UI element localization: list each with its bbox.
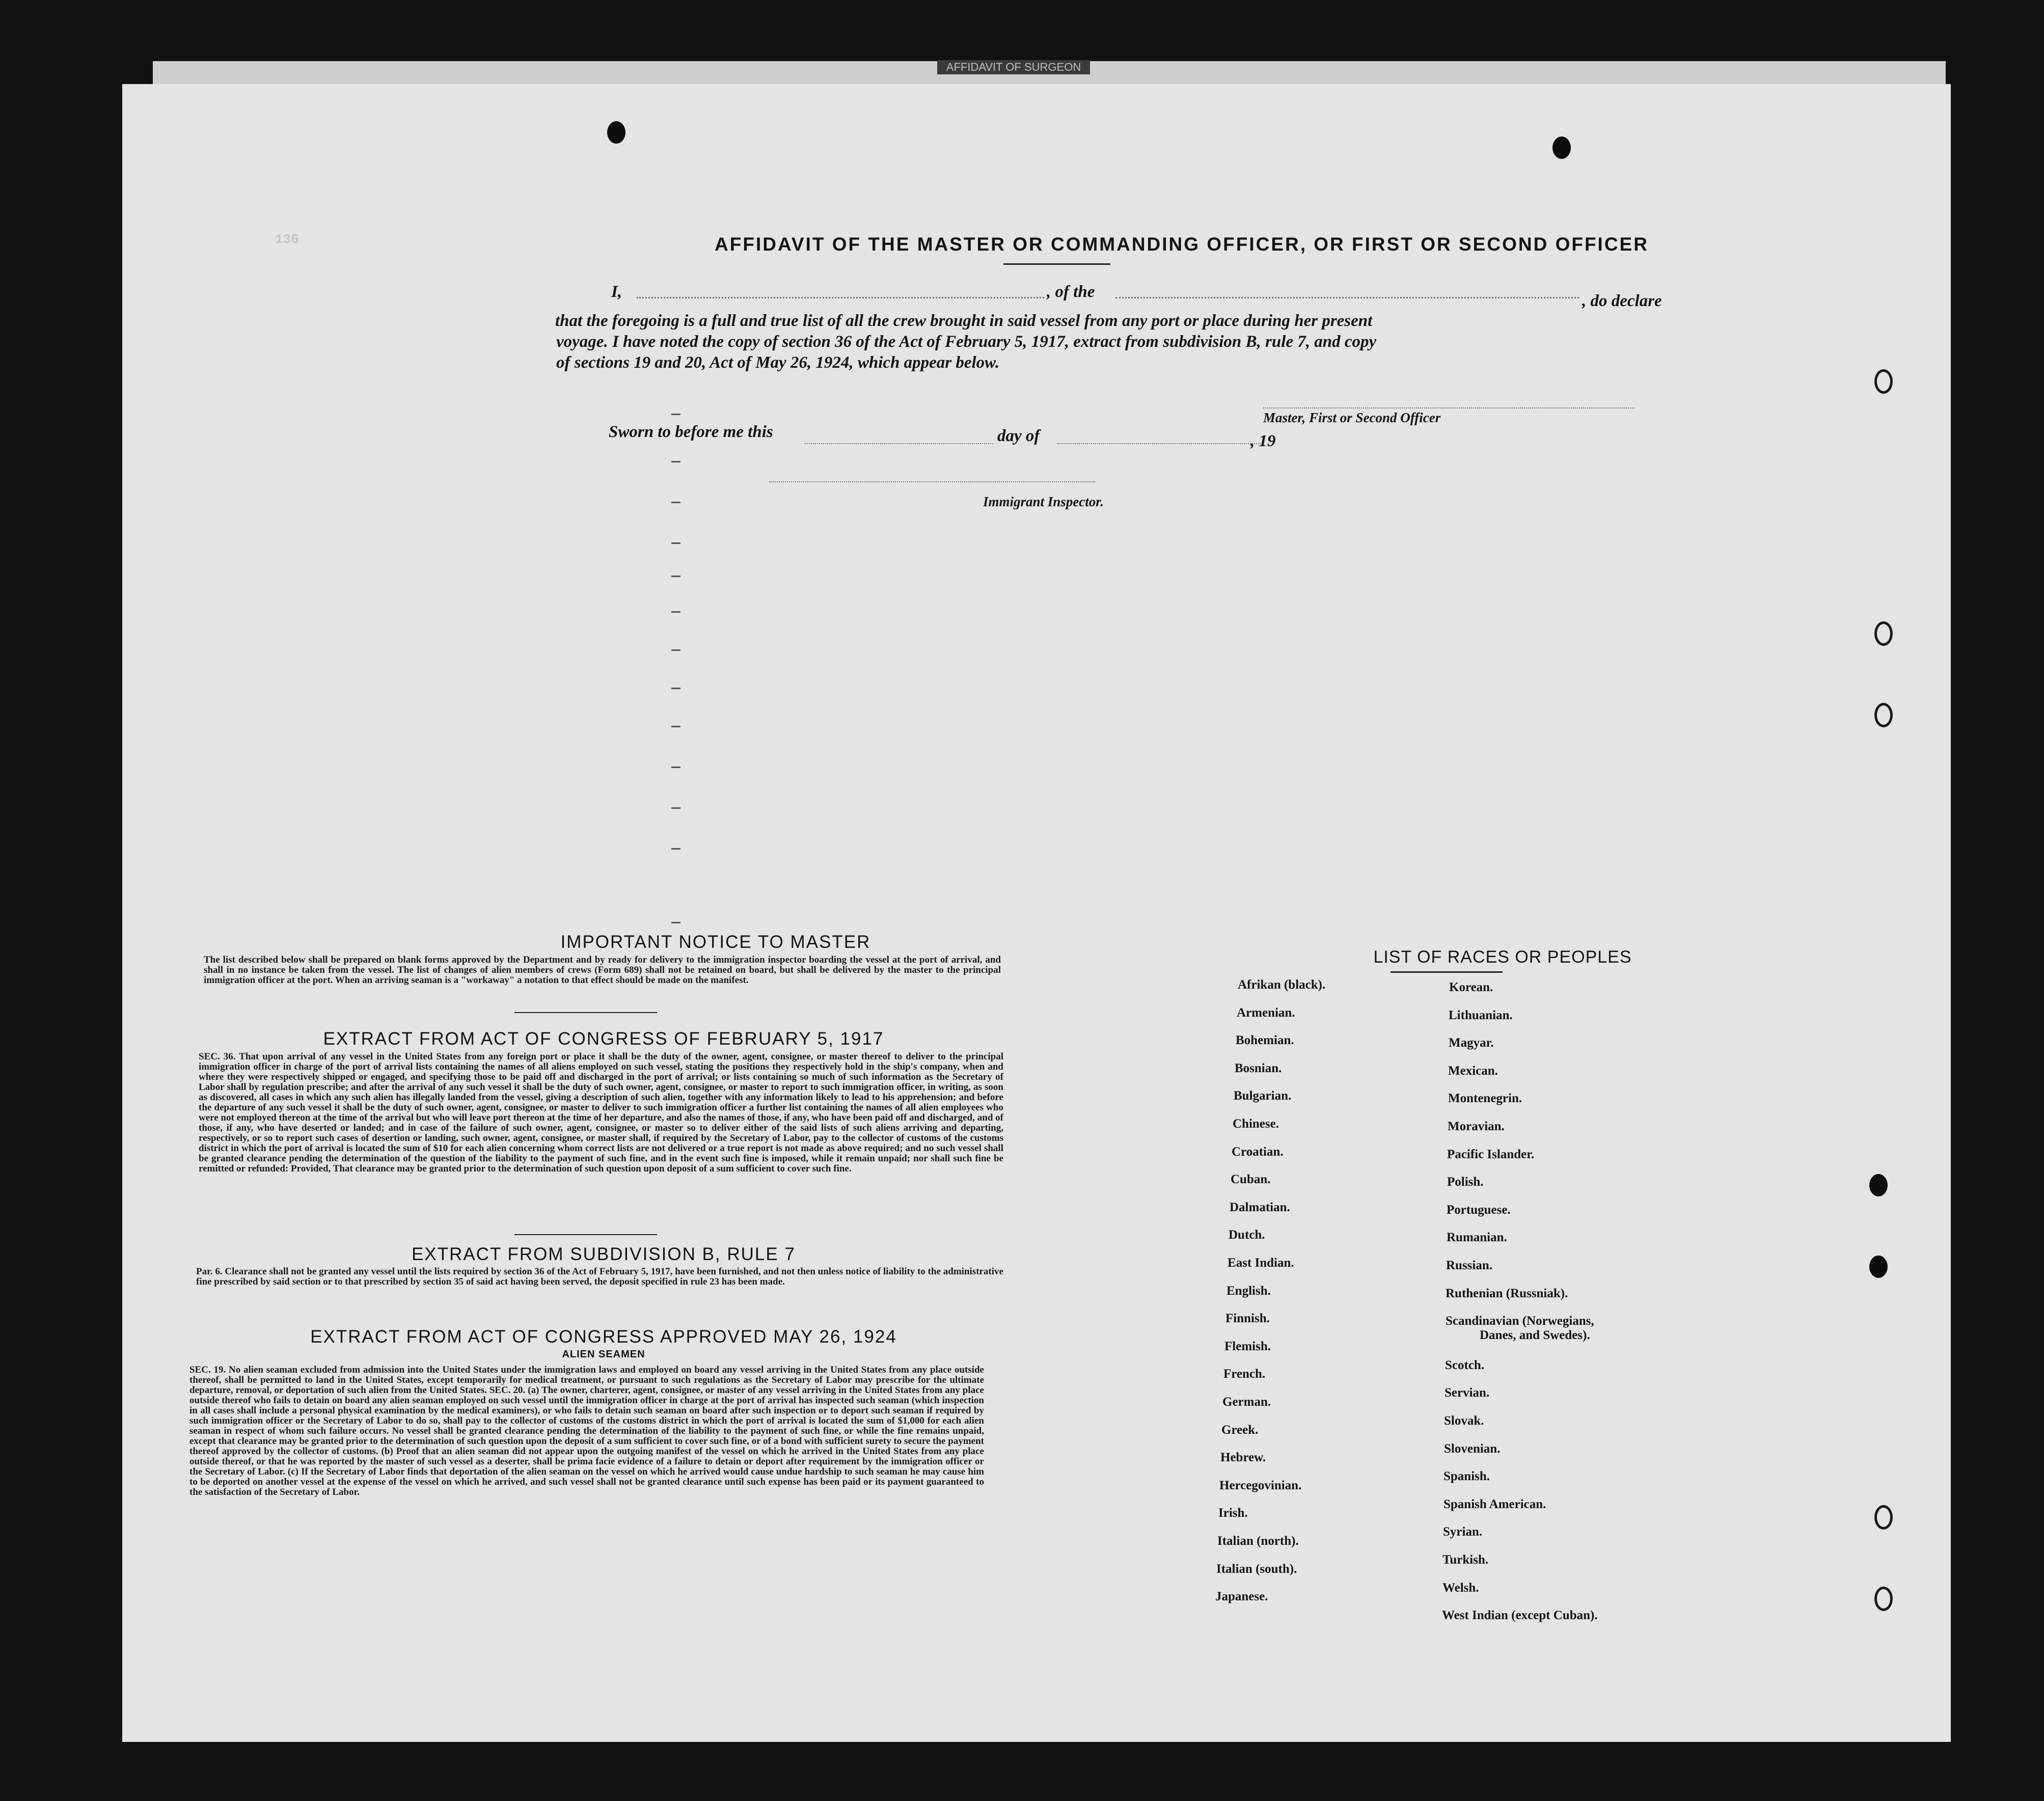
ring-hole-icon (1874, 1505, 1893, 1530)
column-dash (671, 726, 680, 727)
race-item: Servian. (1445, 1386, 1490, 1400)
column-dash (671, 461, 680, 462)
race-item: Syrian. (1443, 1525, 1483, 1539)
column-dash (671, 502, 680, 503)
race-item: Italian (south). (1216, 1562, 1297, 1576)
month-blank (1057, 443, 1261, 444)
race-item: French. (1223, 1367, 1266, 1381)
name-blank (637, 297, 1044, 298)
column-dash (671, 414, 680, 415)
extract-1917-text: SEC. 36. That upon arrival of any vessel in the United States from any foreign port or place it shall be the duty of the owner, agent, consignee, or master thereof to deliver to the principal immigration officer in charge of the port of arrival lists containing the names of all aliens employed on such vessel, stating the positions they respectively hold in the ship's company, when and where they were respectively shipped or engaged, and specifying those to be paid off and discharged in the port of arrival; or lists containing so much of such information as the Secretary of Labor shall by regulation prescribe; and after the arrival of any such vessel it shall be the duty of such owner, agent, consignee, or master to report to such immigration officer, in writing, as soon as discovered, all cases in which any such alien has illegally landed from the vessel, giving a description of such alien, together with any information likely to lead to his apprehension; and before the departure of any such vessel it shall be the duty of such owner, agent, consignee, or master to deliver to such immigration officer a further list containing the names of all alien employees who were not employed thereon at the time of the arrival but who will leave port thereon at the time of her departure, and also the names of those, if any, who have been paid off and discharged, and of those, if any, who have deserted or landed; and in case of the failure of such owner, agent, consignee, or master so to deliver either of the said lists of such aliens arriving and departing, respectively, or so to report such cases of desertion or landing, such owner, agent, consignee, or master shall, if required by the Secretary of Labor, pay to the collector of customs of the customs district in which the port of arrival is located the sum of $10 for each alien concerning whom correct lists are not delivered or a true report is not made as above required; and no such vessel shall be granted clearance pending the determination of the question of the liability to the payment of such fine, and in the event such fine is imposed, while it remain unpaid; nor shall such fine be remitted or refunded: Provided, That clearance may be granted prior to the determination of such question upon deposit of a sum sufficient to cover such fine. (199, 1051, 1003, 1174)
race-item: Bulgarian. (1234, 1089, 1292, 1103)
race-item: Hercegovinian. (1219, 1478, 1302, 1492)
race-item: Hebrew. (1220, 1451, 1266, 1465)
punch-hole-icon (1869, 1174, 1888, 1196)
affidavit-line-2: voyage. I have noted the copy of section 36 of the Act of February 5, 1917, extract from subdivision B, rule 7, and copy (556, 333, 1377, 351)
document-page (122, 84, 1951, 1742)
column-dash (671, 807, 680, 809)
punch-hole-icon (1552, 137, 1571, 159)
race-item: Dalmatian. (1230, 1200, 1290, 1214)
race-item: Dutch. (1229, 1228, 1265, 1242)
vessel-blank (1115, 297, 1579, 298)
column-dash (671, 922, 680, 923)
rule-7-heading: EXTRACT FROM SUBDIVISION B, RULE 7 (412, 1244, 796, 1264)
race-item: Portuguese. (1447, 1203, 1511, 1217)
notice-heading: IMPORTANT NOTICE TO MASTER (560, 932, 871, 952)
top-stub-label: AFFIDAVIT OF SURGEON (937, 60, 1090, 74)
race-item: Mexican. (1448, 1063, 1498, 1078)
column-dash (671, 649, 680, 651)
section-rule (514, 1012, 657, 1013)
race-item: Montenegrin. (1448, 1091, 1522, 1106)
alien-seamen-subheading: ALIEN SEAMEN (562, 1349, 645, 1360)
extract-1924-heading: EXTRACT FROM ACT OF CONGRESS APPROVED MAY 26, 1924 (310, 1327, 897, 1347)
race-item: Croatian. (1232, 1144, 1284, 1159)
column-dash (671, 611, 680, 613)
day-of-label: day of (997, 427, 1040, 445)
races-heading: LIST OF RACES OR PEOPLES (1373, 947, 1632, 967)
affidavit-title: AFFIDAVIT OF THE MASTER OR COMMANDING OFFICER, OR FIRST OR SECOND OFFICER (715, 234, 1649, 255)
affidavit-line-3: of sections 19 and 20, Act of May 26, 1924, which appear below. (556, 353, 1000, 372)
race-item: Finnish. (1225, 1312, 1270, 1326)
race-item: Bohemian. (1236, 1033, 1294, 1048)
race-item: Scotch. (1445, 1358, 1485, 1372)
race-item: Lithuanian. (1449, 1008, 1513, 1022)
punch-hole-icon (607, 121, 625, 144)
race-item: Cuban. (1231, 1172, 1271, 1187)
inspector-blank (769, 481, 1095, 482)
race-item: Italian (north). (1217, 1534, 1299, 1548)
affidavit-of-the: , of the (1047, 283, 1095, 301)
race-item: Afrikan (black). (1238, 978, 1326, 992)
sworn-label: Sworn to before me this (609, 423, 773, 441)
race-item: Irish. (1218, 1506, 1248, 1520)
race-item: Welsh. (1442, 1580, 1479, 1595)
section-rule (514, 1234, 657, 1235)
race-item: English. (1227, 1284, 1271, 1298)
affidavit-do-declare: , do declare (1582, 292, 1662, 310)
race-item: German. (1222, 1395, 1271, 1409)
race-item: Moravian. (1448, 1120, 1505, 1133)
race-item: Spanish. (1443, 1469, 1490, 1484)
race-item: Armenian. (1237, 1005, 1295, 1020)
race-item: Slovak. (1444, 1414, 1484, 1428)
race-item: Scandinavian (Norwegians, (1446, 1314, 1594, 1328)
race-item: Polish. (1447, 1175, 1484, 1189)
title-rule (1003, 263, 1110, 265)
ring-hole-icon (1874, 369, 1893, 394)
race-item: Slovenian. (1444, 1441, 1501, 1456)
inspector-label: Immigrant Inspector. (983, 494, 1104, 509)
column-dash (671, 688, 680, 689)
race-item: Korean. (1449, 980, 1493, 994)
extract-1917-heading: EXTRACT FROM ACT OF CONGRESS OF FEBRUARY 5, 1917 (323, 1029, 884, 1049)
race-item: Turkish. (1442, 1553, 1489, 1567)
ring-hole-icon (1874, 1587, 1893, 1611)
race-item: Bosnian. (1235, 1061, 1282, 1075)
year-label: , 19 (1250, 432, 1276, 450)
column-dash (671, 576, 680, 577)
column-dash (671, 848, 680, 850)
race-item: Greek. (1221, 1423, 1259, 1437)
race-item: Spanish American. (1443, 1497, 1546, 1511)
notice-text: The list described below shall be prepared on blank forms approved by the Department and by ready for delivery to the immigration inspector boarding the vessel at the port of arrival, and shall in no instance be taken from the vessel. The list of changes of alien members of crews (Form 689) shall not be retained on board, but shall be delivered by the master to the principal immigration officer at the port. When an arriving seaman is a "workaway" a notation to that effect should be made on the manifest. (204, 954, 1001, 986)
extract-1924-text: SEC. 19. No alien seaman excluded from admission into the United States under the immigration laws and employed on board any vessel arriving in the United States from any place outside thereof, shall be permitted to land in the United States, except temporarily for medical treatment, or pursuant to such regulations as the Secretary of Labor may prescribe for the ultimate departure, removal, or deportation of such alien from the United States. SEC. 20. (a) The owner, charterer, agent, consignee, or master of any vessel arriving in the United States from any place outside thereof who fails to detain on board any alien seaman employed on such vessel until the immigration officer in charge at the port of arrival has inspected such seaman (which inspection in all cases shall include a personal physical examination by the medical examiners), or who fails to detain such seaman on board after such inspection or to deport such seaman if required by such immigration officer or the Secretary of Labor to do so, shall pay to the collector of customs of the customs district in which the port of arrival is located the sum of $1,000 for each alien seaman in respect of whom such failure occurs. No vessel shall be granted clearance pending the determination of the liability to the payment of such fine, or while the fine remains unpaid, except that clearance may be granted prior to the determination of such question upon the deposit of a sum sufficient to cover such fine, or of a bond with sufficient surety to secure the payment thereof approved by the collector of customs. (b) Proof that an alien seaman did not appear upon the outgoing manifest of the vessel on which he arrived in the United States from any place outside thereof, or that he was reported by the master of such vessel as a deserter, shall be prima facie evidence of a failure to detain or deport after requirement by the immigration officer or the Secretary of Labor. (c) If the Secretary of Labor finds that deportation of the alien seaman on the vessel on which he arrived would cause undue hardship to such seaman he may cause him to be deported on another vessel at the expense of the vessel on which he arrived, and such vessel shall not be granted clearance until such expense has been paid or its payment guaranteed to the satisfaction of the Secretary of Labor. (189, 1365, 984, 1497)
race-item: Magyar. (1449, 1036, 1494, 1050)
master-signature-label: Master, First or Second Officer (1263, 410, 1441, 425)
affidavit-i-label: I, (611, 283, 622, 301)
ring-hole-icon (1874, 621, 1893, 646)
race-item: West Indian (except Cuban). (1442, 1608, 1598, 1623)
punch-hole-icon (1869, 1256, 1888, 1278)
races-rule (1391, 971, 1503, 973)
margin-number: 136 (275, 232, 299, 247)
affidavit-line-1: that the foregoing is a full and true list of all the crew brought in said vessel from any port or place during her present (555, 312, 1373, 330)
column-dash (671, 767, 680, 768)
race-item: East Indian. (1228, 1256, 1294, 1270)
race-item: Pacific Islander. (1447, 1147, 1535, 1161)
rule-7-text: Par. 6. Clearance shall not be granted any vessel until the lists required by section 36 of the Act of February 5, 1917, have been furnished, and not then unless notice of liability to the administrative fine prescribed by said section or to that prescribed by section 35 of said act having been served, the deposit specified in rule 23 has been made. (196, 1266, 1003, 1287)
race-item: Flemish. (1224, 1339, 1271, 1353)
race-item: Rumanian. (1447, 1231, 1507, 1245)
race-item: Russian. (1446, 1259, 1493, 1272)
day-blank (805, 443, 993, 444)
column-dash (671, 542, 680, 544)
race-item: Japanese. (1215, 1590, 1268, 1604)
race-item: Danes, and Swedes). (1480, 1328, 1590, 1343)
race-item: Ruthenian (Russniak). (1446, 1286, 1568, 1300)
signature-blank (1263, 407, 1635, 408)
ring-hole-icon (1874, 703, 1893, 727)
race-item: Chinese. (1233, 1117, 1279, 1131)
